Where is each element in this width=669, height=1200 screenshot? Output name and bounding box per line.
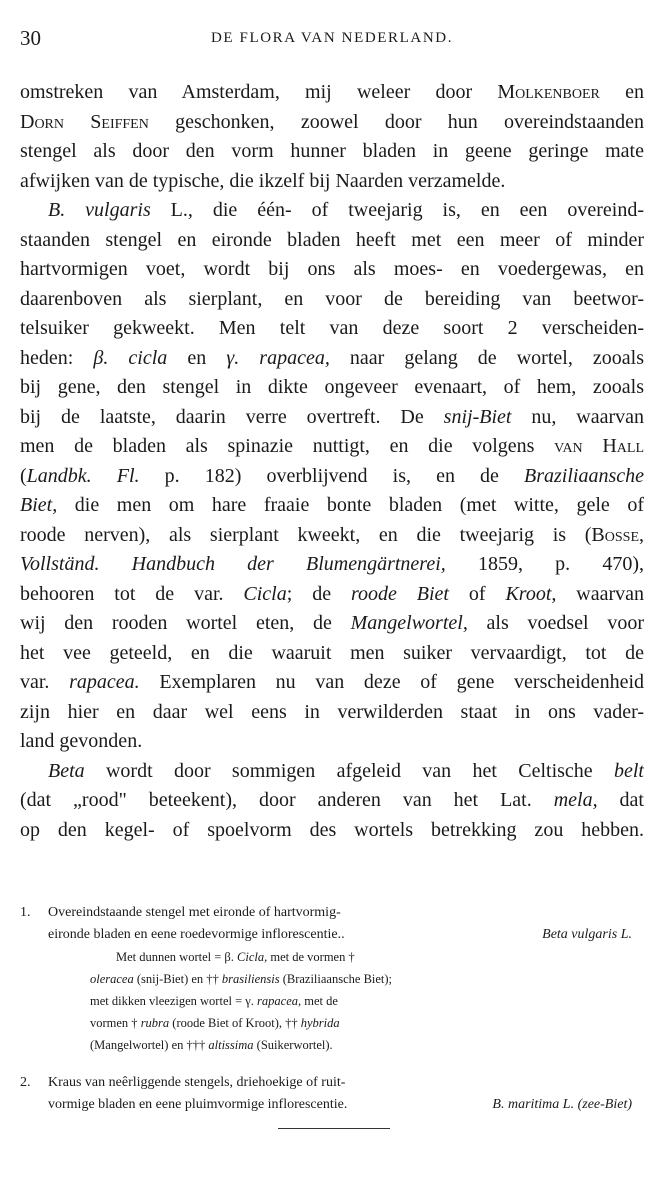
text-line xyxy=(20,727,644,757)
italic-text: β. cicla xyxy=(93,346,168,369)
key-entry-2 xyxy=(20,1072,644,1116)
text-run: op den kegel- of spoelvorm des wortels betrekking zou hebben. xyxy=(20,818,644,841)
text-run: hartvormigen voet, wordt bij ons als moes- en voedergewas, en xyxy=(20,258,644,280)
italic-text: rapacea, xyxy=(257,994,302,1008)
text-line xyxy=(20,786,644,816)
italic-text: belt xyxy=(614,759,644,782)
key-subtext xyxy=(20,946,644,1056)
text-line xyxy=(20,757,644,787)
text-run: het vee geteeld, en die waaruit men suiker vervaardigt, tot de xyxy=(20,641,644,664)
smallcaps-name: van Hall xyxy=(554,435,644,457)
text-run: dat xyxy=(597,789,644,811)
italic-text: snij-Biet xyxy=(443,405,512,428)
text-run: staanden stengel en eironde bladen heeft met een meer of minder xyxy=(20,228,644,251)
key-text-line: vormige bladen en eene pluimvormige inflorescentie. xyxy=(48,1097,348,1112)
text-line xyxy=(20,491,644,521)
text-run: daarenboven als sierplant, en voor de bereiding van beetwor- xyxy=(20,287,644,310)
text-run: vormen † xyxy=(90,1016,141,1030)
text-run: Exemplaren nu van deze of gene verscheidenheid xyxy=(139,671,644,693)
key-subtext-line xyxy=(90,990,338,1012)
key-result: Beta vulgaris L. xyxy=(542,927,632,942)
text-line xyxy=(20,580,644,610)
italic-text: Landbk. Fl. xyxy=(26,464,140,487)
text-run: afwijken van de typische, die ikzelf bij Naarden verzamelde. xyxy=(20,169,506,192)
text-line xyxy=(20,373,644,403)
italic-text: brasiliensis xyxy=(221,972,280,986)
running-title: DE FLORA VAN NEDERLAND. xyxy=(210,30,454,46)
smallcaps-name: Dorn Seiffen xyxy=(20,110,149,133)
text-run: wordt door sommigen afgeleid van het Celtische xyxy=(84,759,614,782)
key-text-line: Overeindstaande stengel met eironde of hartvormig- xyxy=(48,905,341,920)
text-run: roode nerven), als sierplant kweekt, en die tweejarig is ( xyxy=(20,523,592,546)
italic-text: rubra xyxy=(140,1016,170,1030)
book-page xyxy=(20,0,644,1200)
text-run: bij de laatste, daarin verre overtreft. De xyxy=(20,405,444,428)
key-result: B. maritima L. (zee-Biet) xyxy=(492,1097,632,1112)
text-run: men de bladen als spinazie nuttigt, en die volgens xyxy=(20,435,555,457)
italic-text: altissima xyxy=(208,1038,254,1052)
text-run: behooren tot de var. xyxy=(20,582,244,605)
text-run: (snij-Biet) en †† xyxy=(133,972,222,986)
text-run: waarvan xyxy=(556,582,644,605)
text-line xyxy=(20,108,644,138)
italic-text: roode Biet xyxy=(350,582,449,605)
text-run: met dikken vleezigen wortel = γ. xyxy=(90,994,258,1008)
italic-text: rapacea. xyxy=(69,671,140,693)
text-line xyxy=(20,816,644,846)
text-line xyxy=(20,639,644,669)
text-run: p. 182) overblijvend is, en de xyxy=(139,464,524,487)
text-run: met de vormen † xyxy=(267,950,355,964)
text-run: (Braziliaansche Biet); xyxy=(279,972,393,986)
text-line xyxy=(20,137,644,167)
text-run: ( xyxy=(20,464,27,487)
italic-text: Biet, xyxy=(20,494,58,516)
italic-text: Mangelwortel, xyxy=(350,612,468,634)
text-run: en xyxy=(599,81,644,103)
key-number: 2. xyxy=(20,1075,31,1090)
text-run: geschonken, zoowel door hun overeindstaanden xyxy=(148,110,644,133)
key-subtext-line xyxy=(90,1012,340,1034)
key-text-line: Kraus van neêrliggende stengels, driehoekige of ruit- xyxy=(48,1075,346,1090)
text-run: L., die één- of tweejarig is, en een overeind- xyxy=(150,199,644,221)
italic-text: Kroot, xyxy=(505,582,557,605)
text-run: met de xyxy=(301,994,338,1008)
italic-text: Beta xyxy=(48,759,85,782)
italic-text: γ. rapacea, xyxy=(226,346,330,369)
text-run: als voedsel voor xyxy=(467,612,644,634)
text-run: ; de xyxy=(286,582,351,605)
text-line xyxy=(20,462,644,492)
text-line xyxy=(20,314,644,344)
text-run: 1859, p. 470), xyxy=(445,553,644,575)
page-number: 30 xyxy=(20,26,41,50)
italic-text: Braziliaansche xyxy=(524,464,644,487)
text-run: Met dunnen wortel = β. xyxy=(116,950,238,964)
page-header xyxy=(20,26,644,56)
text-run: of xyxy=(448,582,506,605)
text-line xyxy=(20,609,644,639)
text-run: (Mangelwortel) en ††† xyxy=(90,1038,209,1052)
italic-text: oleracea xyxy=(90,972,134,986)
text-run: nu, waarvan xyxy=(511,405,644,428)
text-line xyxy=(20,403,644,433)
text-run: stengel als door den vorm hunner bladen in geene geringe mate xyxy=(20,140,644,162)
text-run: land gevonden. xyxy=(20,730,143,752)
key-subtext-line xyxy=(116,946,355,968)
text-run: (dat „rood" beteekent), door anderen van het Lat. xyxy=(20,789,554,811)
text-line xyxy=(20,698,644,728)
key-subtext-line xyxy=(90,968,392,990)
text-run: zijn hier en daar wel eens in verwilderden staat in ons vader- xyxy=(20,700,644,723)
key-text-line: eironde bladen en eene roedevormige inflorescentie.. xyxy=(48,927,345,942)
text-run: en xyxy=(167,346,227,369)
key-entry-1 xyxy=(20,902,644,1056)
text-run: heden: xyxy=(20,346,94,369)
text-line xyxy=(20,78,644,108)
text-run: bij gene, den stengel in dikte ongeveer evenaart, of hem, zooals xyxy=(20,376,644,398)
key-subtext-line xyxy=(90,1034,333,1056)
text-run: omstreken van Amsterdam, mij weleer door xyxy=(20,81,498,103)
italic-text: Cicla xyxy=(243,582,287,605)
text-run: die men om hare fraaie bonte bladen (met witte, gele of xyxy=(57,494,644,516)
text-line xyxy=(20,167,644,197)
text-line xyxy=(20,255,644,285)
italic-text: hybrida xyxy=(300,1016,340,1030)
italic-text: Vollständ. Handbuch der Blumengärtnerei, xyxy=(20,553,446,575)
text-line xyxy=(20,432,644,462)
text-run: var. xyxy=(20,671,70,693)
text-run: (Suikerwortel). xyxy=(253,1038,333,1052)
italic-text: Cicla, xyxy=(237,950,268,964)
text-run: naar gelang de wortel, zooals xyxy=(329,346,644,369)
key-number: 1. xyxy=(20,905,31,920)
smallcaps-name: Bosse, xyxy=(591,523,644,546)
text-run: telsuiker gekweekt. Men telt van deze soort 2 verscheiden- xyxy=(20,317,644,339)
text-line xyxy=(20,521,644,551)
italic-text: mela, xyxy=(553,789,598,811)
body-text xyxy=(20,78,644,845)
smallcaps-name: Molkenboer xyxy=(497,81,600,103)
text-line xyxy=(20,668,644,698)
text-line xyxy=(20,550,644,580)
text-run: (roode Biet of Kroot), †† xyxy=(169,1016,301,1030)
text-line xyxy=(20,344,644,374)
text-run: wij den rooden wortel eten, de xyxy=(20,612,351,634)
text-line xyxy=(20,196,644,226)
text-line xyxy=(20,226,644,256)
italic-text: B. vulgaris xyxy=(48,199,151,221)
footer-rule xyxy=(278,1128,390,1129)
text-line xyxy=(20,285,644,315)
